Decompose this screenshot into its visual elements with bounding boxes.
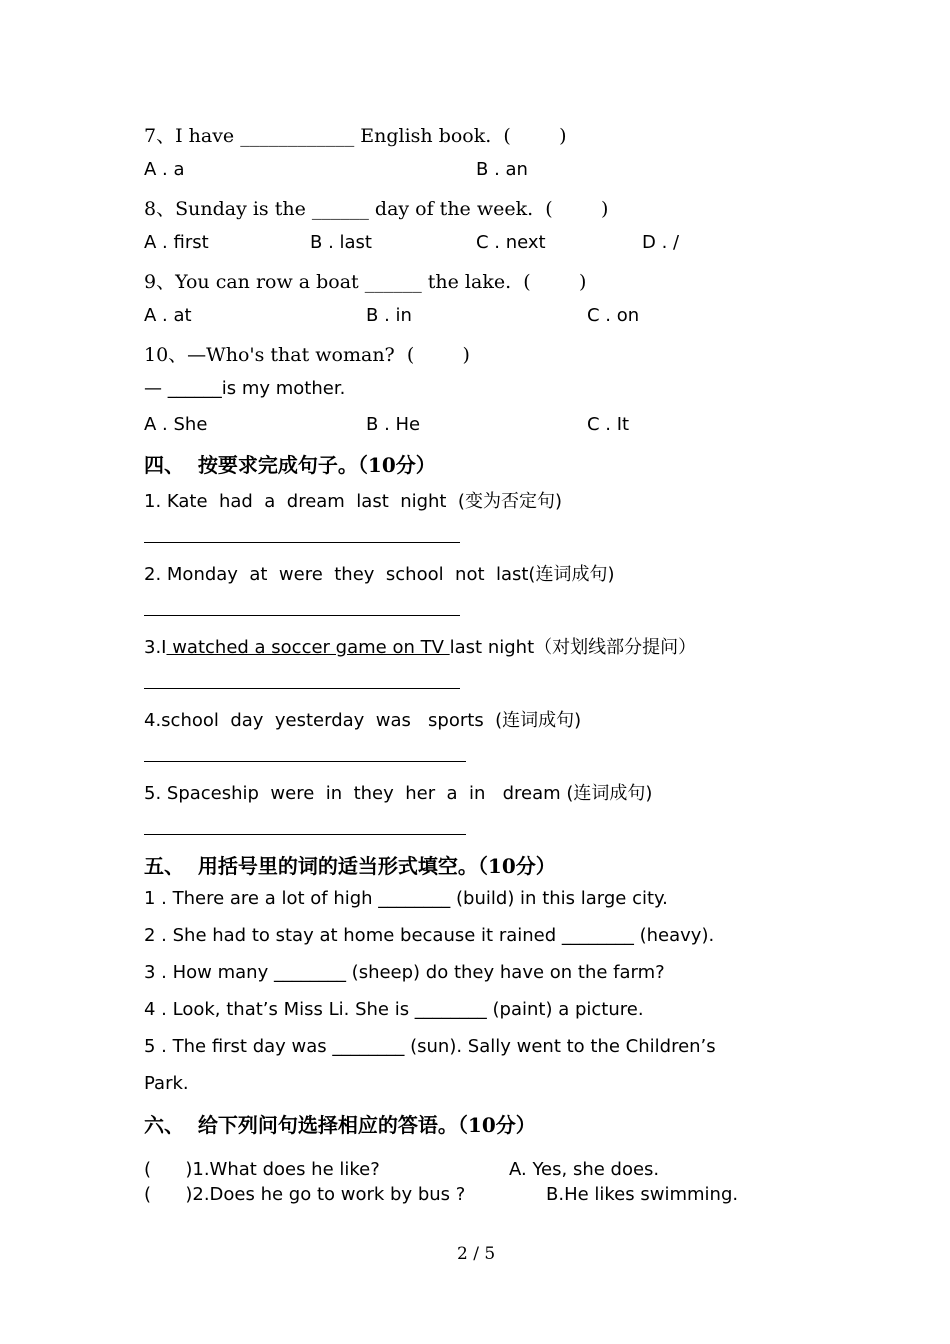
q8-stem: 8、Sunday is the ______ day of the week. ( ) — [144, 198, 609, 220]
s4-item-3-prefix: 3.I — [144, 637, 167, 658]
q9-option-b: B . in — [366, 305, 412, 326]
q10-option-c: C . It — [587, 414, 630, 435]
s5-item-3: 3 . How many ________ (sheep) do they have on the farm? — [144, 962, 665, 983]
q10-reply: — ______is my mother. — [144, 378, 346, 399]
q7-option-b: B . an — [476, 159, 528, 180]
section4-heading: 四、 按要求完成句子。（10分） — [144, 453, 436, 477]
s4-answer-line-3[interactable] — [144, 688, 460, 689]
section5-heading: 五、 用括号里的词的适当形式填空。（10分） — [144, 854, 556, 878]
s5-item-5-continued: Park. — [144, 1073, 189, 1094]
q10-option-b: B . He — [366, 414, 421, 435]
s6-answer-b: B.He likes swimming. — [546, 1184, 739, 1205]
q9-stem: 9、You can row a boat ______ the lake. ( ) — [144, 271, 587, 293]
q8-option-b: B . last — [310, 232, 372, 253]
q8-option-d: D . / — [642, 232, 680, 253]
s6-question-1: ( )1.What does he like? — [144, 1159, 380, 1180]
s4-item-3-underlined: watched a soccer game on TV — [166, 637, 450, 658]
q9-option-c: C . on — [587, 305, 640, 326]
s4-answer-line-1[interactable] — [144, 542, 460, 543]
s5-item-2: 2 . She had to stay at home because it rained ________ (heavy). — [144, 925, 715, 946]
section6-heading: 六、 给下列问句选择相应的答语。（10分） — [144, 1113, 536, 1137]
s5-item-1: 1 . There are a lot of high ________ (build) in this large city. — [144, 888, 668, 909]
s6-answer-a: A. Yes, she does. — [509, 1159, 660, 1180]
q10-stem: 10、—Who's that woman? ( ) — [144, 344, 470, 366]
s4-item-1: 1. Kate had a dream last night (变为否定句) — [144, 491, 562, 512]
q7-option-a: A . a — [144, 159, 185, 180]
s4-answer-line-4[interactable] — [144, 761, 466, 762]
s4-item-4: 4.school day yesterday was sports (连词成句) — [144, 710, 582, 731]
q7-stem: 7、I have ____________ English book. ( ) — [144, 125, 567, 147]
q9-option-a: A . at — [144, 305, 192, 326]
s5-item-5: 5 . The first day was ________ (sun). Sally went to the Children’s — [144, 1036, 716, 1057]
s4-answer-line-2[interactable] — [144, 615, 460, 616]
s4-item-2: 2. Monday at were they school not last(连词成句) — [144, 564, 615, 585]
s4-item-5: 5. Spaceship were in they her a in dream (连词成句) — [144, 783, 653, 804]
s4-item-3 — [144, 633, 696, 659]
q8-option-c: C . next — [476, 232, 546, 253]
s4-item-3-suffix: last night（对划线部分提问） — [449, 637, 697, 658]
s4-answer-line-5[interactable] — [144, 834, 466, 835]
q10-option-a: A . She — [144, 414, 208, 435]
q8-option-a: A . first — [144, 232, 209, 253]
s5-item-4: 4 . Look, that’s Miss Li. She is ________ (paint) a picture. — [144, 999, 644, 1020]
s6-question-2: ( )2.Does he go to work by bus ? — [144, 1184, 466, 1205]
page-number: 2 / 5 — [457, 1244, 496, 1264]
